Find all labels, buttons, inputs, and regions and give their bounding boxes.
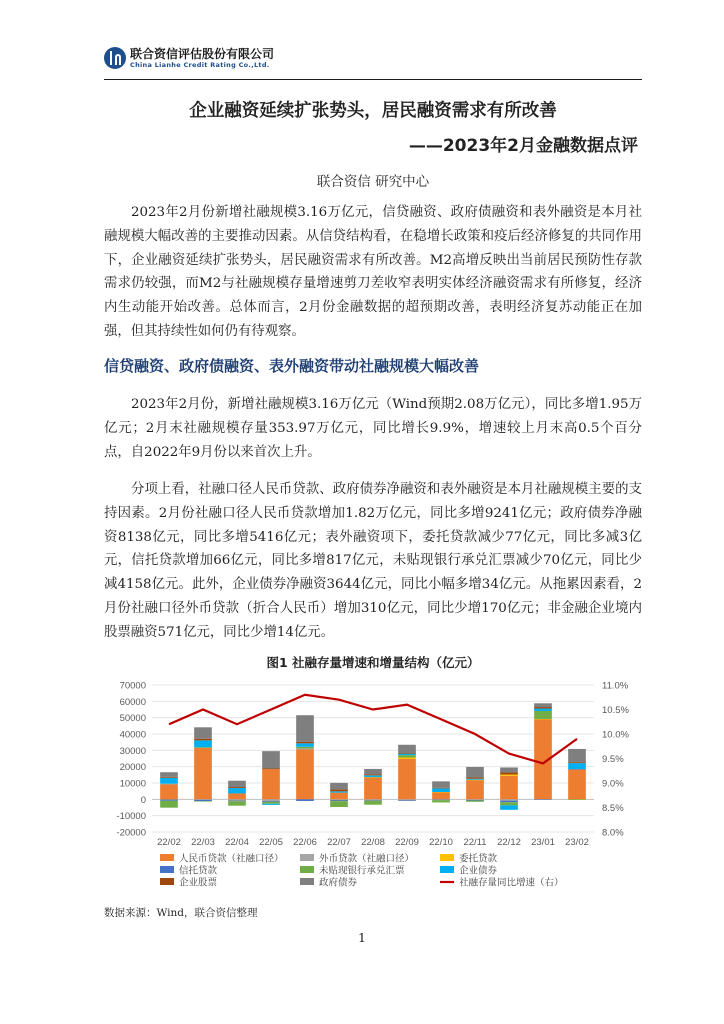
bar — [568, 769, 586, 770]
x-tick-label: 23/01 — [531, 837, 555, 848]
section-heading: 信贷融资、政府债融资、表外融资带动社融规模大幅改善 — [104, 357, 480, 375]
page-number: 1 — [358, 930, 366, 945]
bar — [228, 788, 246, 793]
bar — [568, 799, 586, 800]
bar — [262, 802, 280, 804]
bar — [500, 801, 518, 803]
bar — [296, 748, 314, 749]
logo-icon — [104, 47, 126, 69]
bar — [534, 707, 552, 708]
bar — [262, 804, 280, 805]
bar — [364, 774, 382, 775]
bar — [330, 783, 348, 790]
legend-swatch — [440, 854, 454, 861]
bar — [398, 800, 416, 801]
bar — [228, 800, 246, 801]
bar — [432, 792, 450, 793]
bar — [228, 793, 246, 799]
bar — [466, 799, 484, 800]
y-tick-label: -20000 — [116, 827, 146, 839]
bar — [160, 784, 178, 785]
company-logo — [104, 47, 274, 69]
bar — [194, 740, 212, 747]
bar — [262, 799, 280, 801]
legend-label: 委托贷款 — [459, 853, 498, 865]
x-tick-label: 22/11 — [463, 837, 487, 848]
bar — [228, 801, 246, 805]
bar — [500, 773, 518, 775]
y-tick-label: 10000 — [119, 778, 146, 790]
bar — [160, 799, 178, 800]
legend-swatch — [160, 866, 174, 873]
bar — [398, 755, 416, 757]
bar — [432, 800, 450, 801]
legend-swatch — [160, 878, 174, 885]
bar — [398, 754, 416, 755]
bar — [398, 799, 416, 800]
bar — [194, 739, 212, 741]
body-paragraph-2: 分项上看，社融口径人民币贷款、政府债券净融资和表外融资是本月社融规模主要的支持因素。2月份社融口径人民币贷款增加1.82万亿元，同比多增9241亿元；政府债券净融资8138亿元，同比多增5416亿元；表外融资项下，委托贷款减少77亿元，同比多减3亿元，信托贷款增加66亿元，同比多增817亿元，未贴现银行承兑汇票减少70亿元，同比少减4158亿元。此外，企业债券净融资3644亿元，同比小幅多增34亿元。从拖累因素看，2月份社融口径外币贷款（折合人民币）增加310亿元，同比少增170亿元；非金融企业境内股票融资571亿元，同比少增14亿元。 — [104, 482, 642, 640]
bar — [194, 748, 212, 799]
legend-swatch — [300, 866, 314, 873]
legend-label: 未贴现银行承兑汇票 — [319, 865, 405, 877]
y2-tick-label: 10.0% — [602, 729, 629, 741]
bar — [500, 775, 518, 776]
page-subtitle: ——2023年2月金融数据点评 — [408, 136, 638, 156]
x-tick-label: 22/08 — [361, 837, 385, 848]
bar — [500, 776, 518, 800]
y2-tick-label: 10.5% — [602, 705, 629, 716]
x-tick-label: 22/07 — [327, 837, 351, 848]
x-tick-label: 22/10 — [429, 837, 453, 848]
legend-label: 信托贷款 — [179, 865, 218, 877]
bar — [534, 709, 552, 711]
bar — [330, 791, 348, 792]
y2-tick-label: 11.0% — [602, 680, 629, 692]
bar — [534, 719, 552, 720]
bar — [534, 799, 552, 800]
header-divider — [104, 79, 642, 80]
bar — [466, 800, 484, 801]
bar — [568, 762, 586, 763]
legend-swatch — [440, 866, 454, 873]
y-tick-label: 0 — [140, 794, 146, 806]
legend-swatch — [300, 854, 314, 861]
y-tick-label: -10000 — [116, 811, 146, 823]
x-tick-label: 22/02 — [157, 837, 181, 848]
bar — [160, 777, 178, 778]
bar — [296, 750, 314, 800]
x-tick-label: 22/09 — [395, 837, 419, 848]
x-tick-label: 23/02 — [565, 837, 589, 848]
figure-source: 数据来源：Wind，联合资信整理 — [104, 907, 258, 919]
y-tick-label: 50000 — [119, 713, 146, 725]
bar — [432, 788, 450, 789]
bar — [466, 780, 484, 799]
bar — [228, 799, 246, 800]
body-paragraph-1: 2023年2月份，新增社融规模3.16万亿元（Wind预期2.08万亿元），同比多增1.95万亿元；2月末社融规模存量353.97万亿元，同比增长9.9%，增速较上月末高0.5个百分点，自2022年9月份以来首次上升。 — [104, 397, 642, 460]
bar — [466, 767, 484, 777]
legend-label: 人民币贷款（社融口径） — [179, 853, 284, 865]
author-line: 联合资信 研究中心 — [316, 174, 430, 190]
bar — [330, 800, 348, 801]
y-tick-label: 60000 — [119, 696, 146, 708]
bar — [500, 802, 518, 805]
legend-label: 企业股票 — [179, 877, 218, 889]
bar — [364, 769, 382, 774]
chart — [104, 675, 642, 895]
bar — [398, 758, 416, 759]
bar — [398, 759, 416, 799]
bar — [466, 779, 484, 780]
bar — [194, 727, 212, 738]
y-tick-label: 40000 — [119, 729, 146, 741]
bar — [296, 742, 314, 744]
y-tick-label: 70000 — [119, 680, 146, 692]
bar — [466, 777, 484, 778]
bar — [364, 775, 382, 777]
bar — [398, 745, 416, 753]
bar — [568, 749, 586, 762]
bar — [398, 753, 416, 754]
y-tick-label: 30000 — [119, 745, 146, 757]
bar — [262, 768, 280, 769]
y2-tick-label: 9.5% — [602, 754, 624, 765]
bar — [194, 800, 212, 801]
bar — [500, 799, 518, 800]
y2-tick-label: 9.0% — [602, 778, 624, 790]
bar — [228, 787, 246, 788]
bar — [296, 799, 314, 801]
bar — [160, 778, 178, 784]
bar — [364, 801, 382, 805]
bar — [432, 800, 450, 802]
company-name-cn: 联合资信评估股份有限公司 — [130, 46, 275, 61]
bar — [500, 767, 518, 772]
bar — [432, 781, 450, 787]
bar — [568, 770, 586, 800]
bar — [534, 703, 552, 707]
page-title: 企业融资延续扩张势头，居民融资需求有所改善 — [189, 101, 557, 121]
bar — [296, 743, 314, 746]
x-tick-label: 22/04 — [225, 837, 249, 848]
bar — [262, 769, 280, 799]
bar — [364, 799, 382, 800]
bar — [432, 788, 450, 792]
bar — [330, 793, 348, 800]
x-tick-label: 22/06 — [293, 837, 317, 848]
bar — [466, 800, 484, 801]
legend-label: 企业债券 — [459, 865, 498, 877]
bar — [262, 801, 280, 802]
y-tick-label: 20000 — [119, 762, 146, 774]
legend-label: 社融存量同比增速（右） — [459, 877, 564, 889]
bar — [160, 784, 178, 799]
legend-swatch — [160, 854, 174, 861]
bar — [160, 772, 178, 777]
figure-caption: 图1 社融存量增速和增量结构（亿元） — [266, 655, 480, 670]
bar — [466, 780, 484, 781]
legend-swatch — [300, 878, 314, 885]
bar — [296, 747, 314, 749]
bar — [364, 777, 382, 778]
bar — [160, 801, 178, 808]
legend-label: 政府债券 — [319, 877, 358, 889]
legend-label: 外币贷款（社融口径） — [319, 853, 415, 865]
x-tick-label: 22/03 — [191, 837, 215, 848]
bar — [194, 799, 212, 800]
y2-tick-label: 8.0% — [602, 827, 624, 839]
bar — [500, 805, 518, 809]
bar — [296, 715, 314, 741]
bar — [330, 789, 348, 791]
growth-line — [169, 695, 577, 764]
logo-text — [130, 48, 274, 69]
bar — [364, 777, 382, 799]
x-tick-label: 22/12 — [497, 837, 521, 848]
y2-tick-label: 8.5% — [602, 803, 624, 814]
bar — [432, 792, 450, 799]
bar — [330, 801, 348, 807]
bar — [194, 748, 212, 749]
company-name-en: China Lianhe Credit Rating Co.,Ltd. — [130, 60, 270, 69]
bar — [330, 799, 348, 800]
bar — [262, 751, 280, 768]
summary-paragraph: 2023年2月份新增社融规模3.16万亿元，信贷融资、政府债融资和表外融资是本月社融规模大幅改善的主要推动因素。从信贷结构看，在稳增长政策和疫后经济修复的共同作用下，企业融资延续扩张势头，居民融资需求有所改善。M2高增反映出当前居民预防性存款需求仍较强，而M2与社融规模存量增速剪刀差收窄表明实体经济融资需求有所修复，经济内生动能开始改善。总体而言，2月份金融数据的超预期改善，表明经济复苏动能正在加强，但其持续性如何仍有待观察。 — [104, 205, 642, 339]
bar — [534, 711, 552, 719]
bar — [228, 781, 246, 787]
x-tick-label: 22/05 — [259, 837, 283, 848]
bar — [568, 763, 586, 769]
bar — [194, 801, 212, 802]
